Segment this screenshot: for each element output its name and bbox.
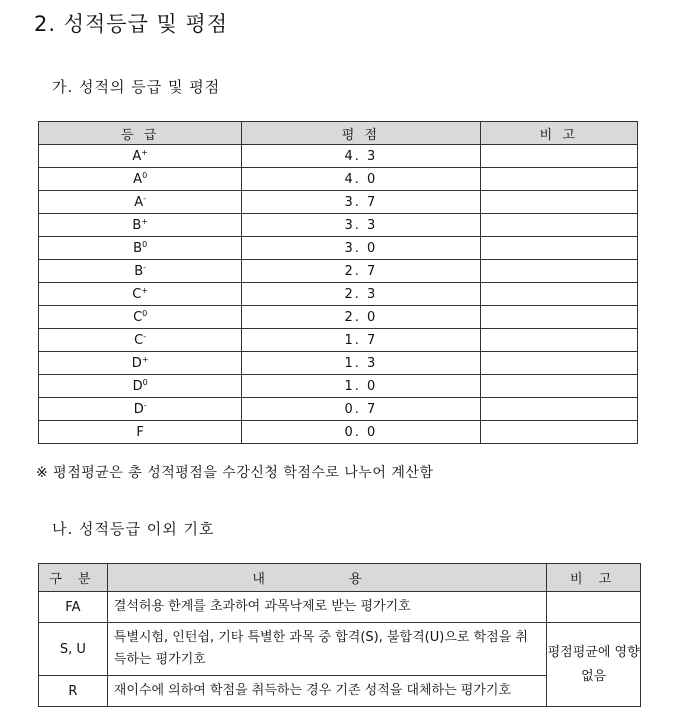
subsection-title-grades: 가. 성적의 등급 및 평점 [52, 78, 221, 96]
grade-point: 3. 3 [242, 214, 480, 237]
symbol-table-header [39, 564, 641, 592]
section-heading: 2. 성적등급 및 평점 [34, 12, 229, 36]
grade-remark [480, 421, 638, 444]
grade-cell [39, 421, 242, 444]
symbol-remark-empty [547, 592, 641, 623]
grade-modifier: 0 [142, 239, 148, 249]
symbol-desc: 결석허용 한계를 초과하여 과목낙제로 받는 평가기호 [107, 592, 546, 623]
grade-cell [39, 237, 242, 260]
table-row [39, 623, 641, 676]
grade-letter: A [133, 171, 143, 187]
grade-remark [480, 352, 638, 375]
header-remark: 비 고 [480, 122, 638, 145]
grade-point: 1. 3 [242, 352, 480, 375]
grade-modifier: + [141, 285, 149, 295]
symbol-code: FA [39, 592, 108, 623]
grade-remark [480, 237, 638, 260]
grade-modifier: - [143, 331, 147, 341]
grade-point: 0. 7 [242, 398, 480, 421]
symbol-table [38, 563, 641, 707]
table-row [39, 306, 638, 329]
grade-cell [39, 329, 242, 352]
grade-point: 4. 3 [242, 145, 480, 168]
grade-point: 0. 0 [242, 421, 480, 444]
grade-letter: D [132, 378, 143, 394]
grade-letter: B [133, 240, 143, 256]
grade-modifier: 0 [142, 308, 148, 318]
grade-modifier: - [143, 400, 147, 410]
grade-modifier: 0 [142, 377, 148, 387]
grade-letter: C [134, 332, 144, 348]
grade-point: 2. 3 [242, 283, 480, 306]
grade-point: 1. 7 [242, 329, 480, 352]
symbol-code: S, U [39, 623, 108, 676]
grade-cell [39, 375, 242, 398]
grade-point: 4. 0 [242, 168, 480, 191]
subsection-title-symbols: 나. 성적등급 이외 기호 [52, 520, 215, 538]
table-row [39, 237, 638, 260]
grade-cell [39, 214, 242, 237]
grade-cell [39, 191, 242, 214]
grade-modifier: + [141, 354, 149, 364]
grade-letter: C [132, 286, 142, 302]
grade-modifier: + [141, 147, 148, 157]
gpa-note: ※ 평점평균은 총 성적평점을 수강신청 학점수로 나누어 계산함 [36, 465, 434, 481]
grade-remark [480, 329, 638, 352]
symbol-desc: 특별시험, 인턴쉽, 기타 특별한 과목 중 합격(S), 불합격(U)으로 학점을 취득하는 평가기호 [107, 623, 546, 676]
grade-point: 1. 0 [242, 375, 480, 398]
grade-cell [39, 398, 242, 421]
table-row [39, 329, 638, 352]
grade-letter: F [136, 424, 144, 440]
symbol-code: R [39, 676, 108, 707]
header-grade: 등 급 [39, 122, 242, 145]
table-row [39, 214, 638, 237]
table-row [39, 375, 638, 398]
grade-point: 2. 0 [242, 306, 480, 329]
grade-remark [480, 306, 638, 329]
grade-modifier: 0 [142, 170, 148, 180]
header-remark: 비 고 [547, 564, 641, 592]
grade-remark [480, 191, 638, 214]
grade-letter: D [131, 355, 142, 371]
grade-letter: A [134, 194, 144, 210]
grade-remark [480, 375, 638, 398]
grade-remark [480, 214, 638, 237]
grade-letter: A [132, 148, 142, 164]
grade-table [38, 121, 638, 444]
grade-modifier: - [143, 193, 147, 203]
table-row [39, 421, 638, 444]
grade-cell [39, 145, 242, 168]
grade-remark [480, 168, 638, 191]
grade-letter: C [133, 309, 143, 325]
grade-letter: D [133, 401, 144, 417]
grade-cell [39, 260, 242, 283]
symbol-remark: 평점평균에 영향 없음 [547, 623, 641, 707]
grade-cell [39, 283, 242, 306]
grade-table-header [39, 122, 638, 145]
symbol-desc: 재이수에 의하여 학점을 취득하는 경우 기존 성적을 대체하는 평가기호 [107, 676, 546, 707]
table-row [39, 283, 638, 306]
table-row [39, 398, 638, 421]
grade-point: 2. 7 [242, 260, 480, 283]
table-row [39, 168, 638, 191]
grade-remark [480, 283, 638, 306]
grade-point: 3. 7 [242, 191, 480, 214]
grade-modifier: - [143, 262, 147, 272]
table-row [39, 145, 638, 168]
table-row [39, 260, 638, 283]
header-content: 내 용 [107, 564, 546, 592]
grade-remark [480, 145, 638, 168]
grade-modifier: + [141, 216, 148, 226]
grade-letter: B [132, 217, 142, 233]
table-row [39, 191, 638, 214]
table-row [39, 352, 638, 375]
grade-cell [39, 168, 242, 191]
grade-cell [39, 352, 242, 375]
header-category: 구 분 [39, 564, 108, 592]
grade-letter: B [134, 263, 144, 279]
grade-remark [480, 260, 638, 283]
grade-remark [480, 398, 638, 421]
grade-point: 3. 0 [242, 237, 480, 260]
header-point: 평 점 [242, 122, 480, 145]
table-row [39, 592, 641, 623]
grade-cell [39, 306, 242, 329]
